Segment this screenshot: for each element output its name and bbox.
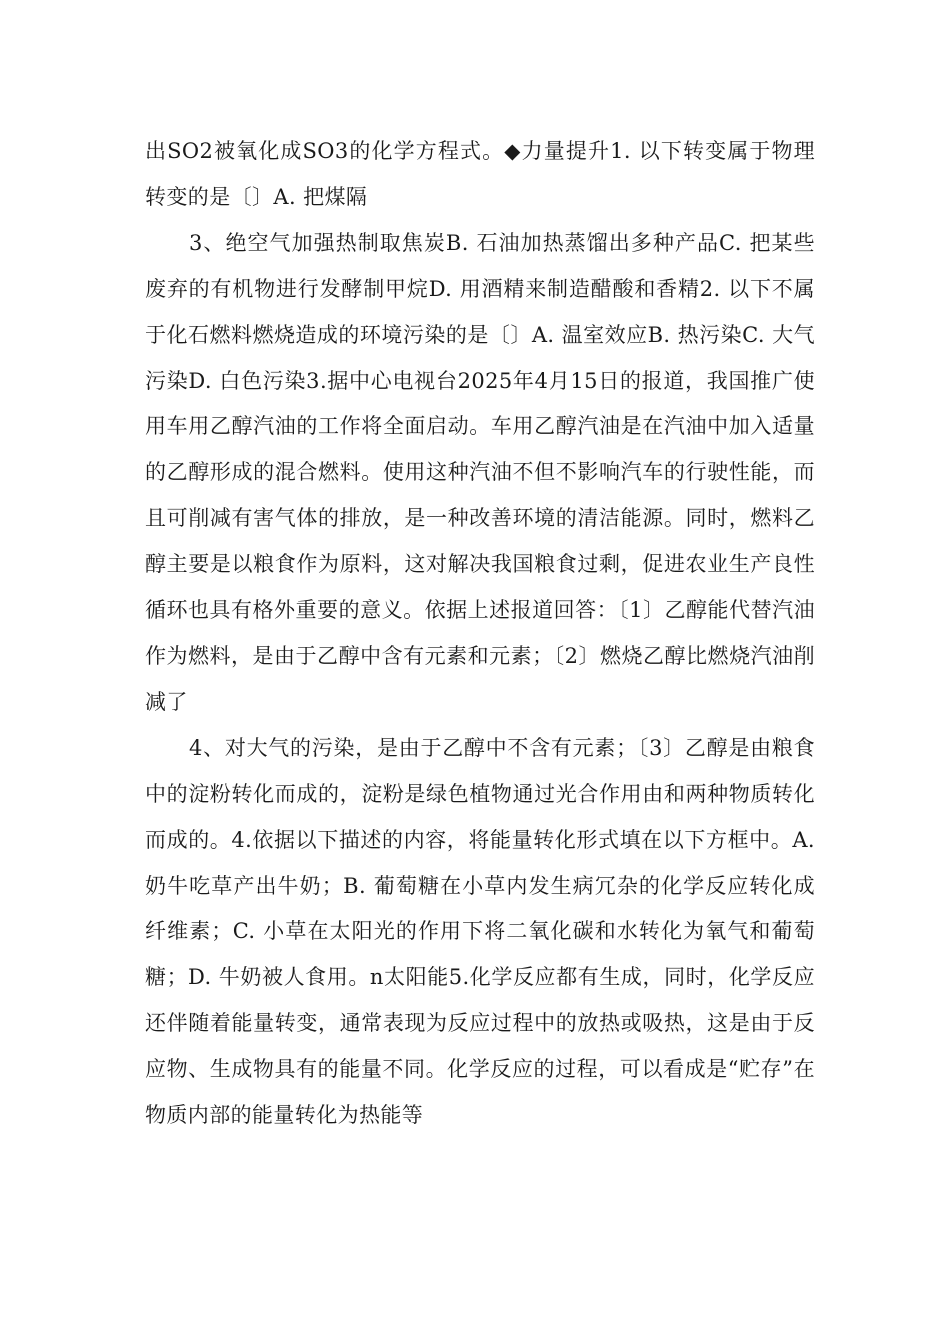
paragraph: 3、绝空气加强热制取焦炭B. 石油加热蒸馏出多种产品C. 把某些废弃的有机物进行发酵制甲烷D. 用酒精来制造醋酸和香精2. 以下不属于化石燃料燃烧造成的环境污染的是〔〕A. 温室效应B. 热污染C. 大气污染D. 白色污染3.据中心电视台2025年4月15日的报道，我国推广使用车用乙醇汽油的工作将全面启动。车用乙醇汽油是在汽油中加入适量的乙醇形成的混合燃料。使用这种汽油不但不影响汽车的行驶性能，而且可削减有害气体的排放，是一种改善环境的清洁能源。同时，燃料乙醇主要是以粮食作为原料，这对解决我国粮食过剩，促进农业生产良性循环也具有格外重要的意义。依据上述报道回答：〔1〕乙醇能代替汽油作为燃料，是由于乙醇中含有元素和元素；〔2〕燃烧乙醇比燃烧汽油削减了 [145, 230, 815, 714]
document-body [145, 129, 815, 1139]
paragraph: 出SO2被氧化成SO3的化学方程式。◆力量提升1. 以下转变属于物理转变的是〔〕A. 把煤隔 [145, 139, 815, 209]
paragraph: 4、对大气的污染，是由于乙醇中不含有元素；〔3〕乙醇是由粮食中的淀粉转化而成的，淀粉是绿色植物通过光合作用由和两种物质转化而成的。4.依据以下描述的内容，将能量转化形式填在以下方框中。A. 奶牛吃草产出牛奶；B. 葡萄糖在小草内发生病冗杂的化学反应转化成纤维素；C. 小草在太阳光的作用下将二氧化碳和水转化为氧气和葡萄糖；D. 牛奶被人食用。n太阳能5.化学反应都有生成，同时，化学反应还伴随着能量转变，通常表现为反应过程中的放热或吸热，这是由于反应物、生成物具有的能量不同。化学反应的过程，可以看成是“贮存”在物质内部的能量转化为热能等 [145, 735, 815, 1128]
